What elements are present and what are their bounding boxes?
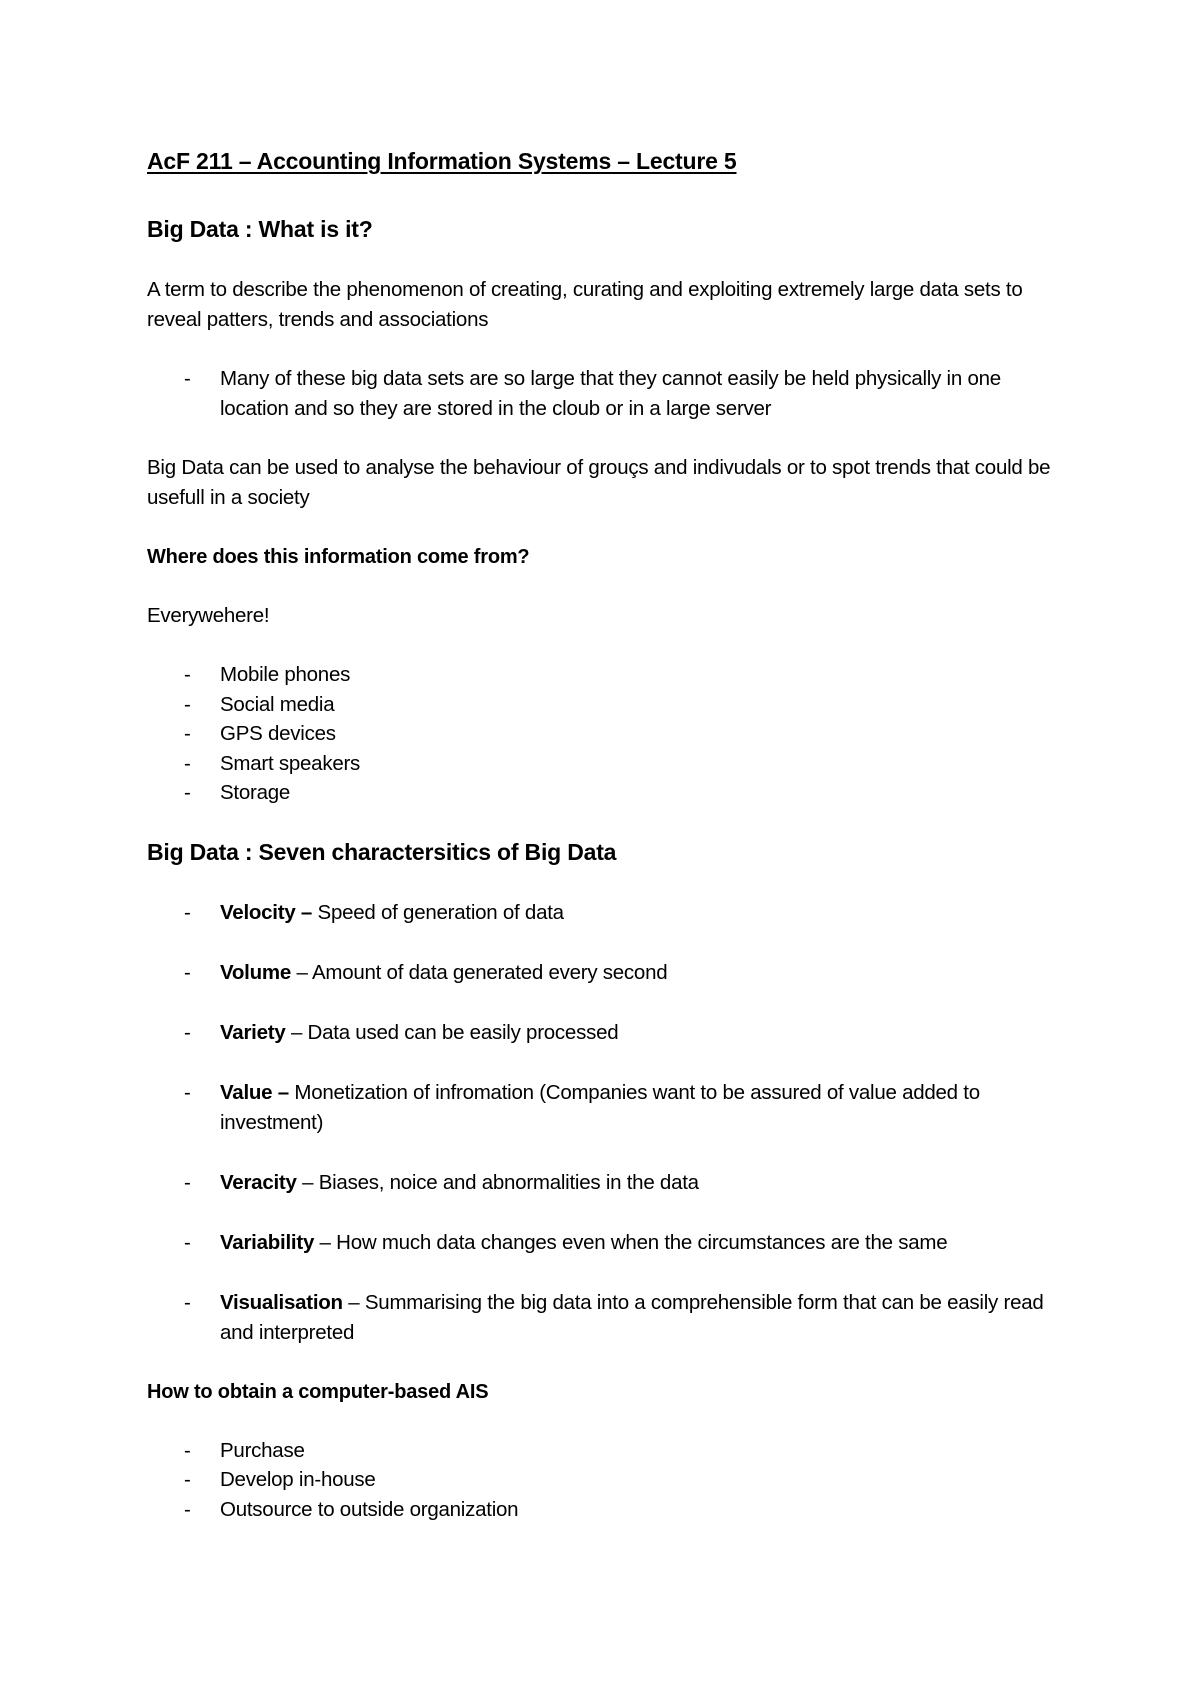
list-item-text: Outsource to outside organization [220, 1497, 519, 1521]
list-item [147, 958, 1067, 988]
list-item [147, 778, 1067, 808]
characteristic-description: – Summarising the big data into a comprehensible form that can be easily read and interpreted [220, 1290, 1044, 1344]
section-heading-sources: Where does this information come from? [147, 546, 530, 568]
section-heading-characteristics: Big Data : Seven charactersitics of Big Data [147, 838, 617, 865]
characteristic-description: Speed of generation of data [312, 900, 564, 924]
characteristic-term: Visualisation [220, 1290, 343, 1314]
dash-marker: - [184, 900, 191, 924]
dash-marker: - [184, 1230, 191, 1254]
list-item-text: GPS devices [220, 722, 336, 745]
list-item [147, 898, 1067, 928]
characteristic-term: Variability [220, 1230, 315, 1254]
dash-marker: - [184, 367, 191, 390]
section-heading-obtain-ais: How to obtain a computer-based AIS [147, 1380, 489, 1403]
dash-marker: - [184, 1290, 191, 1314]
list-item [147, 1288, 1067, 1348]
dash-marker: - [184, 1438, 191, 1462]
dash-marker: - [184, 692, 191, 716]
dash-marker: - [184, 722, 191, 745]
list-item-text: Social media [220, 692, 335, 716]
document-body [147, 146, 1067, 1553]
characteristic-description: – Amount of data generated every second [291, 960, 668, 984]
characteristic-description: – Biases, noice and abnormalities in the data [296, 1170, 699, 1194]
list-item-text: Develop in-house [220, 1468, 376, 1491]
dash-marker: - [184, 751, 191, 775]
dash-marker: - [184, 1497, 191, 1521]
list-item-text: Many of these big data sets are so large that they cannot easily be held physically in one location and so they are stored in the cloub or in a large server [220, 367, 1001, 420]
obtain-options-list [147, 1436, 1067, 1525]
list-item [147, 719, 1067, 749]
list-item [147, 1228, 1067, 1258]
sources-list [147, 660, 1067, 808]
dash-marker: - [184, 1080, 191, 1104]
usage-paragraph: Big Data can be used to analyse the behaviour of grouçs and indivudals or to spot trends that could be usefull in a society [147, 456, 1051, 509]
list-item [147, 1495, 1067, 1525]
list-item [147, 660, 1067, 690]
list-item [147, 1168, 1067, 1198]
intro-paragraph: A term to describe the phenomenon of creating, curating and exploiting extremely large data sets to reveal patters, trends and associations [147, 278, 1023, 331]
list-item [147, 1436, 1067, 1466]
list-item-text: Storage [220, 781, 291, 804]
dash-marker: - [184, 1020, 191, 1044]
characteristic-description: Monetization of infromation (Companies want to be assured of value added to investment) [220, 1080, 980, 1134]
section-heading-what-is-big-data: Big Data : What is it? [147, 216, 373, 242]
characteristic-description: – How much data changes even when the circumstances are the same [314, 1230, 948, 1254]
list-item [147, 1465, 1067, 1495]
document-title: AcF 211 – Accounting Information Systems – Lecture 5 [147, 148, 737, 174]
list-item-text: Mobile phones [220, 663, 351, 686]
dash-marker: - [184, 781, 191, 804]
sources-answer: Everywehere! [147, 604, 270, 627]
list-item-text: Smart speakers [220, 751, 361, 775]
characteristic-term: Value – [220, 1080, 289, 1104]
dash-marker: - [184, 960, 191, 984]
characteristic-term: Veracity [220, 1170, 297, 1194]
list-item [147, 749, 1067, 779]
list-item-text: Purchase [220, 1438, 305, 1462]
characteristic-term: Velocity – [220, 900, 313, 924]
dash-marker: - [184, 1170, 191, 1194]
characteristic-term: Volume [220, 960, 292, 984]
dash-marker: - [184, 1468, 191, 1491]
dash-marker: - [184, 663, 191, 686]
list-item [147, 1018, 1067, 1048]
characteristic-description: – Data used can be easily processed [285, 1020, 619, 1044]
list-item [147, 690, 1067, 720]
list-item [147, 1078, 1067, 1138]
big-data-bullet-list [147, 364, 1067, 424]
list-item [147, 364, 1067, 424]
characteristics-list [147, 898, 1067, 1348]
characteristic-term: Variety [220, 1020, 286, 1044]
